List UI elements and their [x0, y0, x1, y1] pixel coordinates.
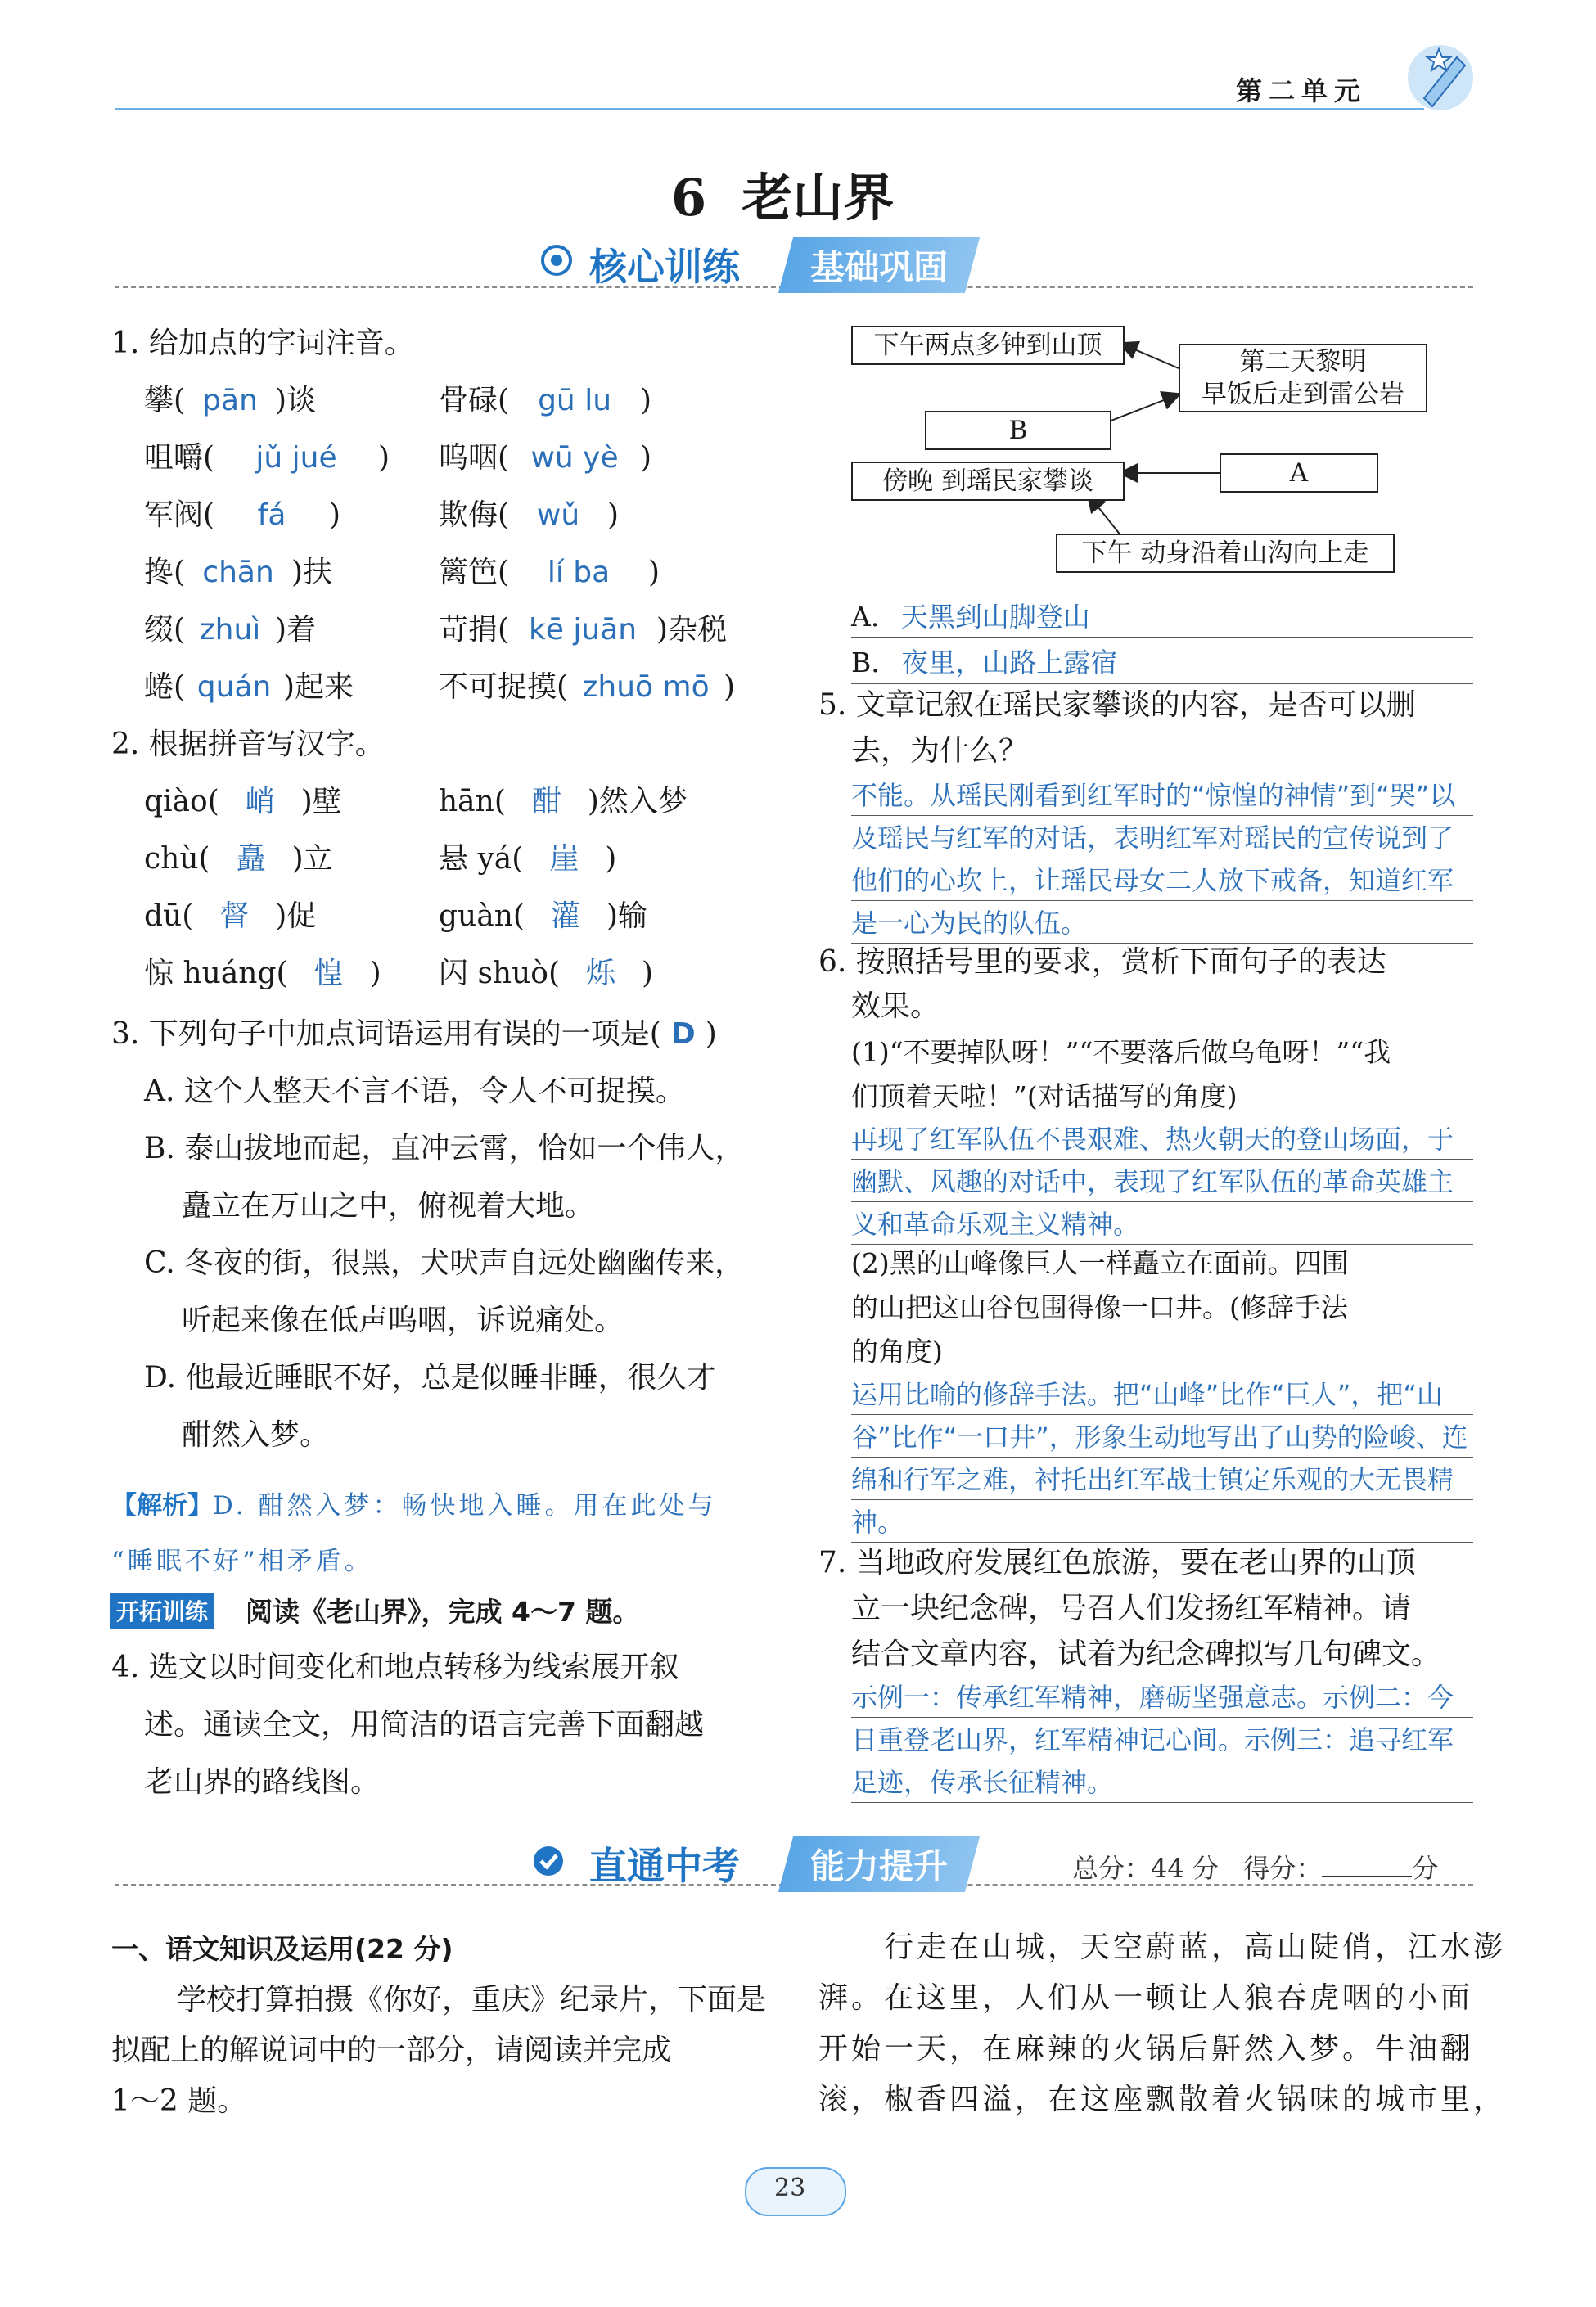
q1-item: 蜷( quán )起来 — [144, 670, 354, 704]
pencil-star-icon — [1391, 33, 1481, 123]
diagram-box-a: A — [1220, 453, 1378, 493]
score-label: 总分：44 分 得分： 分 — [1072, 1853, 1439, 1884]
q1-item: 军阀( fá ) — [144, 498, 341, 532]
q6-answer-2: 运用比喻的修辞手法。把“山峰”比作“巨人”，把“山谷”比作“一口井”，形象生动地写出了山势的险峻、连绵和行军之难，衬托出红军战士镇定乐观的大无畏精神。 — [851, 1373, 1473, 1543]
diagram-box-evening: 傍晚 到瑶民家攀谈 — [851, 462, 1125, 501]
passage-line-2: 湃。在这里，人们从一顿让人狼吞虎咽的小面 — [818, 1981, 1474, 2015]
diagram-box-summit: 下午两点多钟到山顶 — [851, 326, 1125, 365]
banner1-title: 核心训练 — [589, 245, 740, 289]
unit-label: 第二单元 — [1236, 75, 1368, 106]
q2-item: dū( 督 )促 — [144, 899, 317, 933]
section1-title: 一、语文知识及运用(22 分) — [111, 1933, 453, 1965]
q4-text-1: 4. 选文以时间变化和地点转移为线索展开叙 — [111, 1651, 679, 1684]
q6-sentence-2c: 的角度) — [851, 1336, 943, 1368]
q4-text-3: 老山界的路线图。 — [144, 1765, 381, 1799]
section1-para-2: 拟配上的解说词中的一部分，请阅读并完成 — [111, 2034, 672, 2067]
q6-sentence-1b: 们顶着天啦！”(对话描写的角度) — [851, 1080, 1238, 1112]
section1-para-3: 1～2 题。 — [111, 2084, 247, 2118]
location-icon — [540, 244, 573, 277]
page-title: 6 老山界 — [671, 168, 895, 228]
q1-item: 攀( pān )谈 — [144, 384, 317, 417]
q1-item: 缀( zhuì )着 — [144, 613, 317, 647]
kaige-tag: 开拓训练 — [110, 1593, 214, 1629]
q4-text-2: 述。通读全文，用简洁的语言完善下面翻越 — [144, 1708, 705, 1742]
q5-answer: 不能。从瑶民刚看到红军时的“惊惶的神情”到“哭”以及瑶民与红军的对话，表明红军对瑶民的宣传说到了他们的心坎上，让瑶民母女二人放下戒备，知道红军是一心为民的队伍。 — [851, 774, 1473, 944]
q6-text-1: 6. 按照括号里的要求，赏析下面句子的表达 — [818, 945, 1386, 979]
q6-text-2: 效果。 — [851, 989, 940, 1023]
page-number: 23 — [774, 2174, 806, 2202]
q3-option-c: C. 冬夜的街，很黑，犬吠声自远处幽幽传来， — [144, 1246, 745, 1280]
q6-answer-1: 再现了红军队伍不畏艰难、热火朝天的登山场面，于幽默、风趣的对话中，表现了红军队伍的革命英雄主义和革命乐观主义精神。 — [851, 1118, 1473, 1246]
passage-line-4: 滚，椒香四溢，在这座飘散着火锅味的城市里， — [818, 2083, 1507, 2116]
q4-answer-a: A. 天黑到山脚登山 — [851, 597, 1473, 638]
diagram-box-dawn: 第二天黎明 早饭后走到雷公岩 — [1179, 344, 1427, 412]
q3-option-d: D. 他最近睡眠不好，总是似睡非睡，很久才 — [144, 1361, 716, 1395]
q7-text-2: 立一块纪念碑，号召人们发扬红军精神。请 — [851, 1592, 1412, 1625]
q5-text-2: 去，为什么？ — [851, 734, 1029, 768]
q6-sentence-2b: 的山把这山谷包围得像一口井。(修辞手法 — [851, 1291, 1348, 1323]
q1-item: 呜咽( wū yè ) — [439, 441, 652, 475]
route-diagram — [843, 319, 1498, 589]
check-icon — [532, 1845, 565, 1877]
q2-item: 闪 shuò( 烁 ) — [439, 957, 654, 990]
q2-label: 2. 根据拼音写汉字。 — [111, 728, 385, 761]
q2-item: qiào( 峭 )壁 — [144, 785, 342, 818]
q2-item: 惊 huáng( 惶 ) — [144, 957, 381, 990]
header-line — [115, 108, 1424, 110]
q3-option-a: A. 这个人整天不言不语，令人不可捉摸。 — [144, 1075, 685, 1108]
q2-item: chù( 矗 )立 — [144, 842, 333, 876]
diagram-box-b: B — [925, 411, 1111, 450]
q7-text-3: 结合文章内容，试着为纪念碑拟写几句碑文。 — [851, 1638, 1441, 1671]
q3-label: 3. 下列句子中加点词语运用有误的一项是( D ) — [111, 1017, 717, 1051]
diagram-box-afternoon: 下午 动身沿着山沟向上走 — [1056, 534, 1395, 573]
q7-text-1: 7. 当地政府发展红色旅游，要在老山界的山顶 — [818, 1546, 1416, 1579]
banner2-tag: 能力提升 — [778, 1836, 980, 1892]
q3-option-b: B. 泰山拔地而起，直冲云霄，恰如一个伟人， — [144, 1132, 745, 1165]
q1-item: 欺侮( wǔ ) — [439, 498, 620, 532]
q1-item: 不可捉摸( zhuō mō ) — [439, 670, 736, 704]
q7-answer: 示例一：传承红军精神，磨砺坚强意志。示例二：今日重登老山界，红军精神记心间。示例三：追寻红军足迹，传承长征精神。 — [851, 1676, 1473, 1804]
passage-line-1: 行走在山城，天空蔚蓝，高山陡俏，江水澎 — [884, 1931, 1507, 1964]
q1-item: 苛捐( kē juān )杂税 — [439, 613, 728, 647]
q3-analysis: 【解析】D. 酣然入梦：畅快地入睡。用在此处与 “睡眠不好”相矛盾。 — [111, 1491, 717, 1576]
q2-item: guàn( 灌 )输 — [439, 899, 647, 933]
q5-text-1: 5. 文章记叙在瑶民家攀谈的内容，是否可以删 — [818, 688, 1416, 722]
banner1-tag: 基础巩固 — [778, 237, 980, 293]
passage-line-3: 开始一天，在麻辣的火锅后鼾然入梦。牛油翻 — [818, 2032, 1474, 2066]
q1-item: 搀( chān )扶 — [144, 556, 333, 589]
kaige-text: 阅读《老山界》，完成 4～7 题。 — [246, 1596, 640, 1628]
q6-sentence-2a: (2)黑的山峰像巨人一样矗立在面前。四围 — [851, 1247, 1349, 1279]
q6-sentence-1a: (1)“不要掉队呀！”“不要落后做乌龟呀！”“我 — [851, 1036, 1391, 1068]
q1-item: 咀嚼( jǔ jué ) — [144, 441, 390, 475]
section1-para-1: 学校打算拍摄《你好，重庆》纪录片，下面是 — [177, 1983, 767, 2016]
q4-answer-b: B. 夜里，山路上露宿 — [851, 643, 1473, 684]
q2-item: 悬 yá( 崖 ) — [439, 842, 617, 876]
q1-item: 骨碌( gū lu ) — [439, 384, 652, 417]
banner2-title: 直通中考 — [589, 1844, 740, 1888]
q3-option-b-cont: 矗立在万山之中，俯视着大地。 — [182, 1189, 595, 1223]
q3-option-d-cont: 酣然入梦。 — [182, 1418, 330, 1452]
q3-option-c-cont: 听起来像在低声呜咽，诉说痛处。 — [182, 1304, 624, 1337]
q1-label: 1. 给加点的字词注音。 — [111, 327, 414, 360]
q1-item: 篱笆( lí ba ) — [439, 556, 660, 589]
q2-item: hān( 酣 )然入梦 — [439, 785, 688, 818]
